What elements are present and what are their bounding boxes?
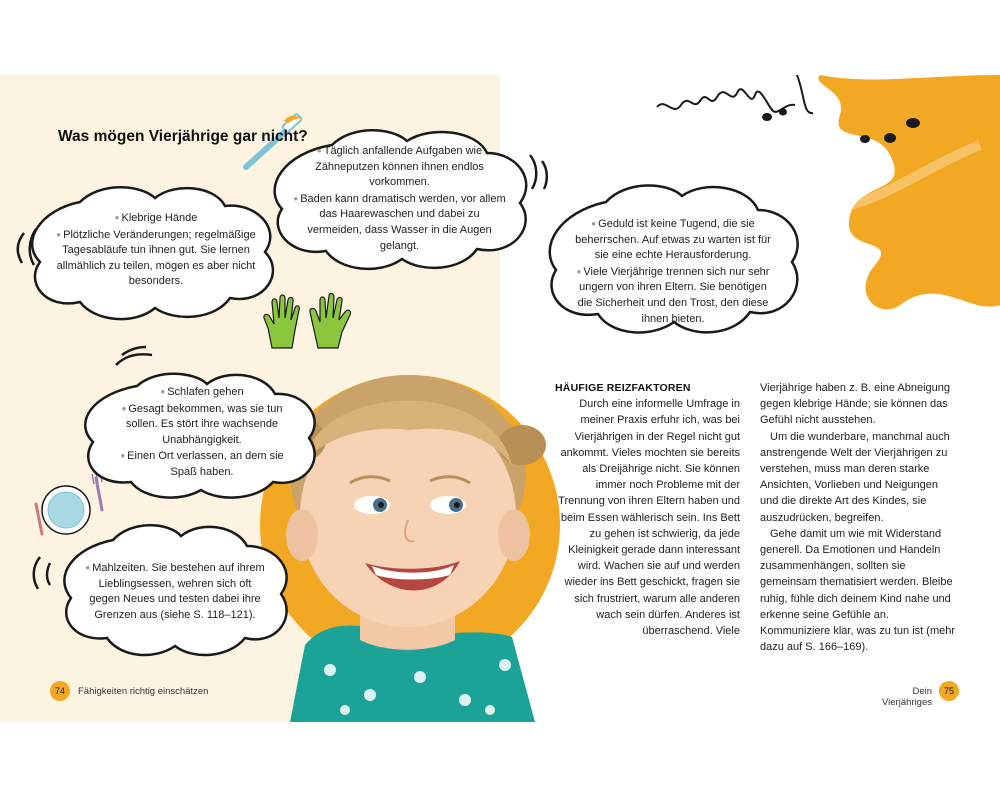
list-item: ● Mahlzeiten. Sie bestehen auf ihrem Lieblingsessen, wehren sich oft gegen Neues und testen dabei ihre Grenzen aus (siehe S. 118–121). [85, 562, 265, 621]
cloud-5-text [574, 216, 772, 327]
list-item: ● Geduld ist keine Tugend, die sie beherrschen. Auf etwas zu warten ist für sie eine echte Herausforderung. [575, 218, 771, 262]
cloud-3-text [113, 384, 291, 481]
list-item: ● Schlafen gehen [160, 386, 244, 398]
list-item: ● Einen Ort verlassen, an dem sie Spaß haben. [120, 450, 284, 478]
list-item: ● Baden kann dramatisch werden, vor allem das Haarewaschen und dabei zu vermeiden, dass Wasser in die Augen gelangt. [293, 192, 506, 252]
squiggle-line [655, 75, 825, 135]
page-number-left: 74 [50, 681, 70, 701]
list-item-text: Geduld ist keine Tugend, die sie beherrschen. Auf etwas zu warten ist für sie eine echte Herausforderung. [575, 218, 771, 262]
cloud-1-text [52, 210, 260, 290]
list-item-text: Baden kann dramatisch werden, vor allem das Haarewaschen und dabei zu vermeiden, dass Wasser in die Augen gelangt. [300, 192, 506, 252]
list-item-text: Viele Vierjährige trennen sich nur sehr ungern von ihren Eltern. Sie benötigen die Sicherheit und den Trost, den diese ihnen bieten. [577, 265, 770, 325]
list-item: ● Klebrige Hände [114, 212, 198, 224]
list-item-text: Mahlzeiten. Sie bestehen auf ihrem Lieblingsessen, wehren sich oft gegen Neues und testen dabei ihre Grenzen aus (siehe S. 118–121). [89, 562, 265, 621]
thought-cloud-5 [540, 180, 805, 340]
list-item: ● Plötzliche Veränderungen; regelmäßige Tagesabläufe tun ihnen gut. Sie lernen allmählich zu teilen, mögen es aber nicht besonders. [56, 228, 256, 288]
thought-cloud-3 [75, 370, 325, 500]
list-item: ● Täglich anfallende Aufgaben wie Zähneputzen können ihnen endlos vorkommen. [315, 145, 484, 189]
motion-lines-icon [112, 345, 156, 371]
article-title: HÄUFIGE REIZFAKTOREN [555, 382, 691, 394]
heading-text: Was mögen Vierjährige gar nicht? [58, 128, 308, 145]
article-paragraph: Gehe damit um wie mit Widerstand generell. Da Emotionen und Handeln zusammenhängen, sollten sie gemeinsam thematisiert werden. Bleibe ruhig, fühle dich deinem Kind nahe und erkenne seine Gefühle an. Kommuniziere klar, was zu tun ist (mehr dazu auf S. 166–169). [760, 527, 956, 654]
article-column-1 [555, 380, 740, 639]
motion-lines-icon [28, 553, 58, 593]
cloud-4-text [85, 560, 265, 623]
cloud-2-text [292, 143, 507, 254]
list-item: ● Gesagt bekommen, was sie tun sollen. Es stört ihre wachsende Unabhängigkeit. [121, 402, 283, 446]
list-item-text: Klebrige Hände [121, 212, 198, 224]
footer-section-left: Fähigkeiten richtig einschätzen [78, 686, 209, 697]
article-paragraph: Um die wunderbare, manchmal auch anstrengende Welt der Vierjährigen zu verstehen, muss man deren starke Ansichten, Vorlieben und Neigungen und die direkte Art des Kindes, sie auszudrücken, begreifen. [760, 430, 950, 524]
list-item-text: Täglich anfallende Aufgaben wie Zähneputzen können ihnen endlos vorkommen. [315, 145, 484, 189]
list-item-text: Einen Ort verlassen, an dem sie Spaß haben. [127, 450, 284, 478]
page-number-right: 75 [939, 681, 959, 701]
article-paragraph: Durch eine informelle Umfrage in meiner Praxis erfuhr ich, was bei Vierjährigen in der Regel nicht gut ankommt. Vieles mochten sie bereits als Dreijährige nicht. Sie können immer noch Probleme mit der Trennung von ihren Eltern haben und beim Essen wählerisch sein. Ins Bett zu gehen ist schwierig, da jede Kleinigkeit gerade dann interessant wird. Wachen sie auf und werden wieder ins Bett geschickt, fragen sie sich frustriert, warum alle anderen wach sein dürfen. Anderes ist überraschend. Viele [558, 398, 740, 638]
list-item-text: Gesagt bekommen, was sie tun sollen. Es stört ihre wachsende Unabhängigkeit. [125, 402, 283, 446]
list-item: ● Viele Vierjährige trennen sich nur sehr ungern von ihren Eltern. Sie benötigen die Sicherheit und den Trost, den diese ihnen bieten. [576, 265, 770, 325]
thought-cloud-1 [20, 180, 282, 325]
thought-cloud-4 [55, 520, 295, 660]
motion-lines-icon [14, 227, 42, 267]
book-spread [0, 75, 1000, 722]
article-paragraph: Vierjährige haben z. B. eine Abneigung gegen klebrige Hände; sie können das Gefühl nicht ausstehen. [760, 382, 950, 427]
article-column-2 [760, 380, 958, 655]
thought-cloud-2 [262, 125, 534, 275]
list-item-text: Schlafen gehen [167, 386, 244, 398]
list-item-text: Plötzliche Veränderungen; regelmäßige Tagesabläufe tun ihnen gut. Sie lernen allmählich zu teilen, mögen es aber nicht besonders. [56, 228, 256, 288]
footer-section-right: Dein Vierjähriges [882, 686, 932, 708]
